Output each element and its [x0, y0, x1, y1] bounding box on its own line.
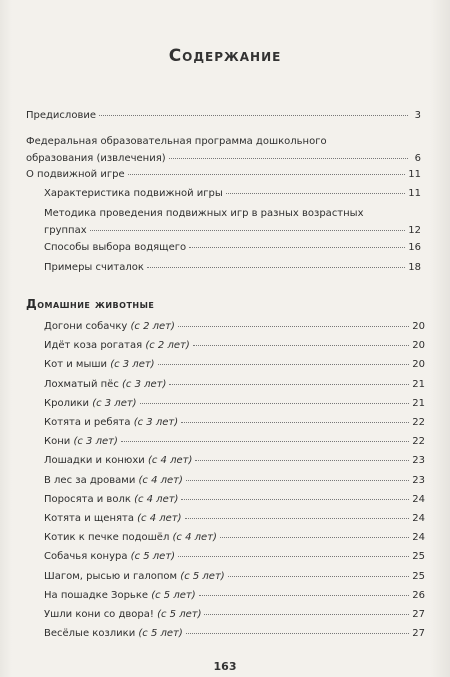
toc-entry-age: (с 2 лет) — [145, 340, 190, 351]
dot-leader — [169, 158, 408, 159]
dot-leader — [99, 115, 408, 116]
toc-entry — [44, 627, 425, 640]
dot-leader — [158, 364, 410, 365]
toc-entry-age: (с 3 лет) — [133, 417, 179, 428]
toc-entry-age: (с 4 лет) — [172, 532, 217, 543]
toc-entry-title: Кони — [44, 436, 71, 447]
toc-entry-title: Примеры считалок — [44, 262, 144, 273]
section-heading: Домашние животные — [26, 297, 155, 311]
toc-entry — [44, 397, 425, 410]
toc-entry-title: Собачья конура — [44, 551, 128, 562]
toc-entry-title: Лохматый пёс — [44, 379, 119, 390]
toc-entry-page: 11 — [408, 188, 421, 199]
toc-entry-title: Кролики — [44, 398, 89, 409]
toc-entry-title: Ушли кони со двора! — [44, 609, 154, 620]
toc-entry-page: 26 — [412, 590, 425, 601]
toc-entry — [44, 493, 425, 506]
toc-entry — [44, 608, 425, 621]
toc-entry-page: 23 — [412, 455, 425, 466]
toc-entry-age: (с 5 лет) — [151, 590, 196, 601]
toc-entry — [44, 339, 425, 352]
toc-entry-title: О подвижной игре — [26, 169, 125, 180]
dot-leader — [178, 556, 409, 557]
toc-entry-page: 24 — [412, 532, 425, 543]
toc-entry-page: 20 — [412, 321, 425, 332]
toc-entry — [44, 531, 425, 544]
toc-entry-title: образования (извлечения) — [26, 153, 166, 164]
dot-leader — [199, 595, 410, 596]
page-number: 163 — [213, 660, 237, 673]
toc-entry-title: Характеристика подвижной игры — [44, 188, 223, 199]
toc-entry-title: Способы выбора водящего — [44, 242, 187, 253]
toc-entry-title-line: Федеральная образовательная программа дошкольного — [26, 136, 327, 147]
toc-entry-page: 20 — [412, 359, 425, 370]
toc-entry-title: Догони собачку — [44, 321, 128, 332]
toc-entry-age: (с 4 лет) — [137, 513, 182, 524]
toc-entry-page: 11 — [408, 169, 421, 180]
toc-entry-age: (с 4 лет) — [147, 455, 193, 466]
toc-entry — [26, 135, 421, 165]
dot-leader — [226, 193, 405, 194]
toc-entry-title: Кот и мыши — [44, 359, 107, 370]
toc-entry-title: группах — [44, 225, 87, 236]
dot-leader — [185, 518, 410, 519]
dot-leader — [121, 441, 409, 442]
dot-leader — [228, 576, 410, 577]
toc-entry-title: Предисловие — [26, 110, 96, 121]
toc-entry-title: Идёт коза рогатая — [44, 340, 143, 351]
toc-entry-age: (с 2 лет) — [130, 321, 175, 332]
toc-entry — [26, 109, 421, 122]
dot-leader — [186, 633, 410, 634]
toc-entry-age: (с 3 лет) — [122, 379, 167, 390]
toc-entry — [44, 320, 425, 333]
dot-leader — [186, 480, 409, 481]
toc-entry-page: 25 — [412, 571, 425, 582]
page-title: Содержание — [168, 46, 282, 66]
toc-entry-title: На пошадке Зорьке — [44, 590, 149, 601]
toc-entry-page: 27 — [412, 628, 425, 639]
toc-entry-title: В лес за дровами — [44, 475, 136, 486]
toc-entry — [44, 416, 425, 429]
toc-entry — [44, 241, 421, 254]
toc-entry-page: 23 — [412, 475, 425, 486]
dot-leader — [169, 384, 409, 385]
dot-leader — [189, 247, 405, 248]
toc-entry — [44, 550, 425, 563]
toc-entry-title: Котята и ребята — [44, 417, 131, 428]
toc-entry-age: (с 5 лет) — [130, 551, 176, 562]
toc-entry-age: (с 3 лет) — [110, 359, 155, 370]
dot-leader — [220, 537, 409, 538]
dot-leader — [204, 614, 409, 615]
toc-entry-page: 6 — [414, 153, 421, 164]
toc-entry — [44, 589, 425, 602]
toc-entry-page: 22 — [412, 436, 425, 447]
toc-entry — [44, 378, 425, 391]
toc-entry-page: 24 — [412, 494, 425, 505]
toc-entry — [44, 512, 425, 525]
toc-entry-title: Котик к печке подошёл — [44, 532, 170, 543]
toc-entry-page: 21 — [412, 379, 425, 390]
toc-entry-age: (с 5 лет) — [180, 571, 225, 582]
toc-entry — [44, 358, 425, 371]
toc-entry-age: (с 5 лет) — [138, 628, 183, 639]
toc-entry-age: (с 3 лет) — [92, 398, 137, 409]
dot-leader — [140, 403, 410, 404]
toc-entry-page: 21 — [412, 398, 425, 409]
toc-entry-page: 20 — [412, 340, 425, 351]
toc-entry — [44, 454, 425, 467]
dot-leader — [195, 460, 409, 461]
dot-leader — [193, 345, 410, 346]
dot-leader — [181, 422, 409, 423]
toc-entry — [44, 261, 421, 274]
dot-leader — [90, 230, 406, 231]
toc-entry-page: 18 — [408, 262, 421, 273]
toc-entry-age: (с 3 лет) — [73, 436, 118, 447]
toc-entry — [44, 570, 425, 583]
toc-entry-page: 12 — [408, 225, 421, 236]
toc-entry-page: 3 — [414, 110, 421, 121]
toc-entry — [44, 435, 425, 448]
dot-leader — [178, 326, 409, 327]
dot-leader — [147, 267, 405, 268]
toc-entry-page: 24 — [412, 513, 425, 524]
toc-entry-page: 25 — [412, 551, 425, 562]
toc-entry-title: Лошадки и конюхи — [44, 455, 145, 466]
toc-entry — [44, 207, 421, 237]
toc-entry-age: (с 5 лет) — [157, 609, 202, 620]
toc-entry — [26, 168, 421, 181]
toc-entry-title: Весёлые козлики — [44, 628, 136, 639]
toc-entry-page: 16 — [408, 242, 421, 253]
toc-entry-title-line: Методика проведения подвижных игр в разных возрастных — [44, 208, 364, 219]
dot-leader — [128, 174, 406, 175]
toc-entry-age: (с 4 лет) — [138, 475, 183, 486]
toc-entry-title: Шагом, рысью и галопом — [44, 571, 178, 582]
toc-entry-page: 22 — [412, 417, 425, 428]
toc-entry-age: (с 4 лет) — [134, 494, 179, 505]
toc-entry — [44, 474, 425, 487]
toc-entry-page: 27 — [412, 609, 425, 620]
toc-entry-title: Поросята и волк — [44, 494, 131, 505]
toc-entry-title: Котята и щенята — [44, 513, 134, 524]
toc-entry — [44, 187, 421, 200]
dot-leader — [181, 499, 409, 500]
